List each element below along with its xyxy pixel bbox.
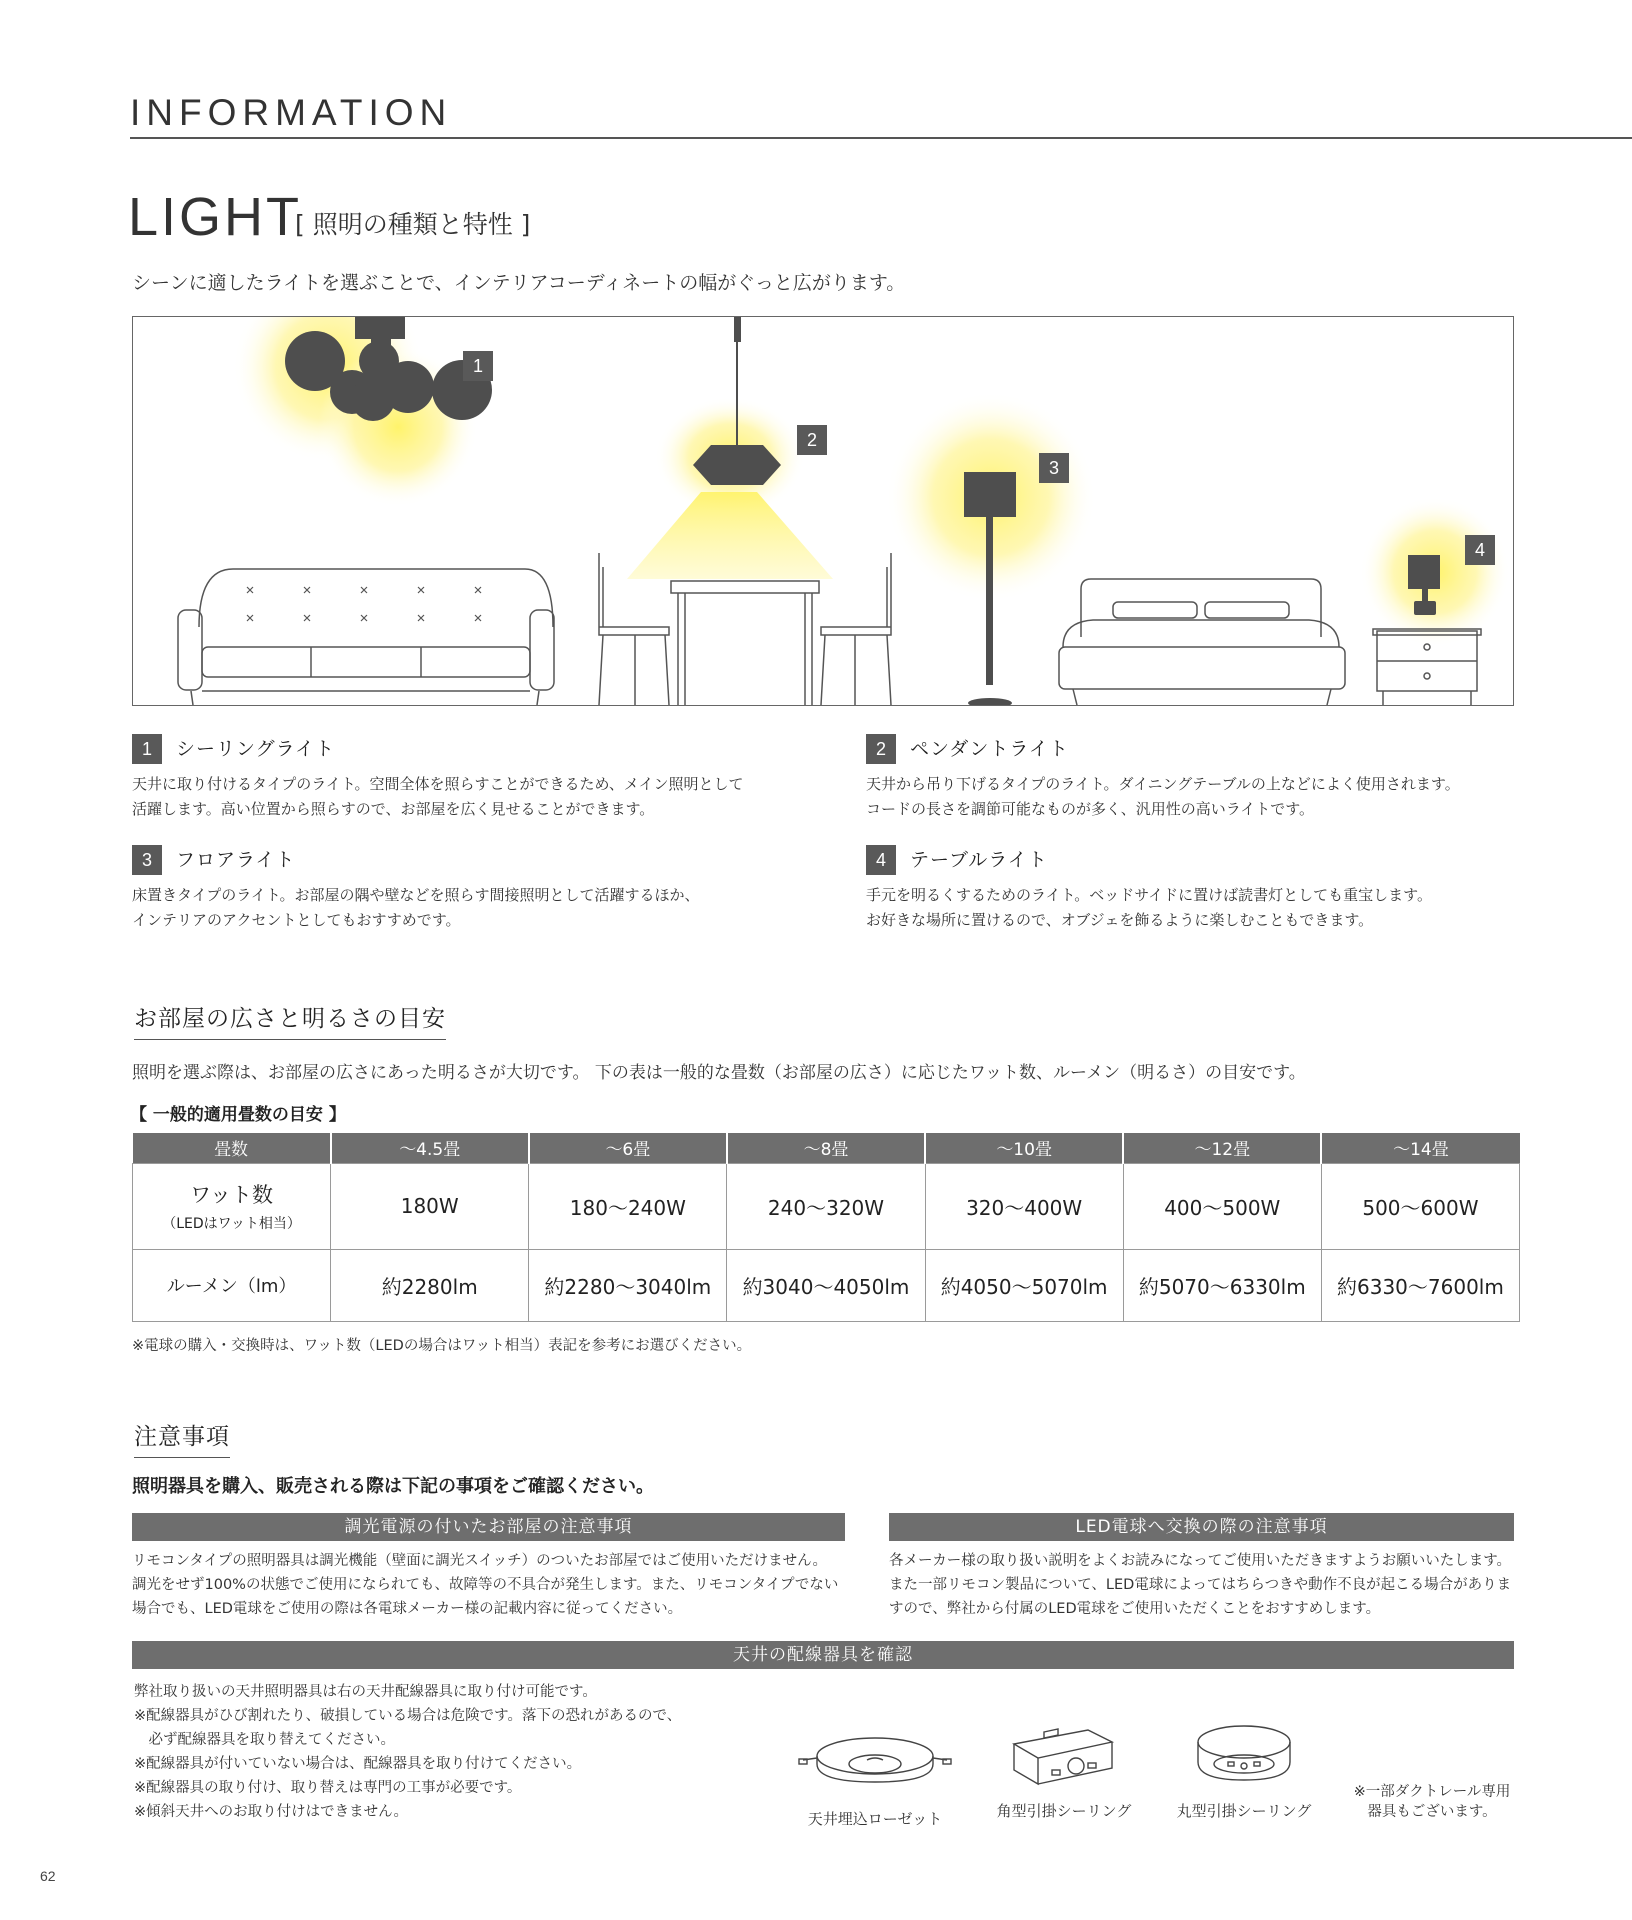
wiring-line: ※配線器具が付いていない場合は、配線器具を取り付けてください。 xyxy=(134,1756,582,1772)
header-cell: 〜14畳 xyxy=(1321,1133,1519,1163)
recessed-rosette-icon xyxy=(795,1726,955,1796)
watt-label: ワット数 xyxy=(190,1183,274,1207)
table-cell: 240〜320W xyxy=(727,1163,925,1249)
duct-note-line: 器具もございます。 xyxy=(1367,1804,1497,1820)
watt-sublabel: （LEDはワット相当） xyxy=(162,1216,301,1232)
section-title: INFORMATION xyxy=(130,92,453,133)
header-divider xyxy=(130,137,1632,139)
caution-line: リモコンタイプの照明器具は調光機能（壁面に調光スイッチ）のついたお部屋ではご使用いただけません。 xyxy=(132,1553,827,1569)
type-desc-line: インテリアのアクセントとしてもおすすめです。 xyxy=(132,911,461,929)
fixture-square-ceiling xyxy=(984,1716,1144,1821)
row-label-cell xyxy=(133,1163,331,1249)
wiring-line: 弊社取り扱いの天井照明器具は右の天井配線器具に取り付け可能です。 xyxy=(134,1684,597,1700)
light-subtitle: [ 照明の種類と特性 ] xyxy=(295,210,531,239)
table-cell: 400〜500W xyxy=(1123,1163,1321,1249)
fixture-recessed-rosette xyxy=(795,1726,955,1829)
type-number: 3 xyxy=(132,845,162,875)
dimmer-caution-box xyxy=(132,1513,845,1621)
wiring-line: ※配線器具の取り付け、取り替えは専門の工事が必要です。 xyxy=(134,1780,522,1796)
table-cell: 約4050〜5070lm xyxy=(925,1249,1123,1321)
header-cell: 〜10畳 xyxy=(925,1133,1123,1163)
table-cell: 320〜400W xyxy=(925,1163,1123,1249)
scene-label-2: 2 xyxy=(797,425,827,455)
duct-note-line: ※一部ダクトレール専用 xyxy=(1353,1784,1511,1800)
table-header-row xyxy=(133,1133,1520,1163)
table-cell: 180〜240W xyxy=(529,1163,727,1249)
caution-line: すので、弊社から付属のLED電球をご使用いただくことをおすすめします。 xyxy=(889,1601,1381,1617)
type-name: シーリングライト xyxy=(176,738,336,760)
lighting-illustration xyxy=(132,316,1514,706)
sofa-drawing xyxy=(178,569,554,705)
table-footnote: ※電球の購入・交換時は、ワット数（LEDの場合はワット相当）表記を参考にお選びください。 xyxy=(132,1338,752,1354)
light-type-1 xyxy=(132,734,772,822)
brightness-heading: お部屋の広さと明るさの目安 xyxy=(134,1000,446,1040)
table-cell: 約2280lm xyxy=(331,1249,529,1321)
lumen-label: ルーメン（lm） xyxy=(133,1249,331,1321)
type-desc-line: 手元を明るくするためのライト。ベッドサイドに置けば読書灯としても重宝します。 xyxy=(866,886,1432,904)
table-cell: 約3040〜4050lm xyxy=(727,1249,925,1321)
header-cell: 畳数 xyxy=(133,1133,331,1163)
led-caution-box xyxy=(889,1513,1514,1621)
table-row-watt xyxy=(133,1163,1520,1249)
type-desc-line: お好きな場所に置けるので、オブジェを飾るように楽しむこともできます。 xyxy=(866,911,1374,929)
scene-label-1: 1 xyxy=(463,351,493,381)
duct-rail-note xyxy=(1340,1782,1524,1822)
wiring-line: ※配線器具がひび割れたり、破損している場合は危険です。落下の恐れがあるので、 xyxy=(134,1708,682,1724)
bed-drawing xyxy=(1059,579,1345,705)
fixture-label: 角型引掛シーリング xyxy=(996,1802,1132,1820)
type-name: ペンダントライト xyxy=(910,738,1069,760)
type-number: 1 xyxy=(132,734,162,764)
wiring-notes xyxy=(134,1680,774,1824)
type-desc-line: 活躍します。高い位置から照らすので、お部屋を広く見せることができます。 xyxy=(132,800,655,818)
round-ceiling-icon xyxy=(1164,1718,1324,1796)
header-cell: 〜6畳 xyxy=(529,1133,727,1163)
type-desc-line: 天井から吊り下げるタイプのライト。ダイニングテーブルの上などによく使用されます。 xyxy=(866,775,1460,793)
table-title: 【 一般的適用畳数の目安 】 xyxy=(130,1105,346,1125)
type-desc-line: コードの長さを調節可能なものが多く、汎用性の高いライトです。 xyxy=(866,800,1315,818)
caution-lead: 照明器具を購入、販売される際は下記の事項をご確認ください。 xyxy=(132,1476,654,1497)
type-desc-line: 天井に取り付けるタイプのライト。空間全体を照らすことができるため、メイン照明として xyxy=(132,775,744,793)
wiring-line: ※傾斜天井へのお取り付けはできません。 xyxy=(134,1804,409,1820)
led-caution-title: LED電球へ交換の際の注意事項 xyxy=(889,1513,1514,1541)
type-desc-line: 床置きタイプのライト。お部屋の隅や壁などを照らす間接照明として活躍するほか、 xyxy=(132,886,700,904)
caution-line: 場合でも、LED電球をご使用の際は各電球メーカー様の記載内容に従ってください。 xyxy=(132,1601,683,1617)
caution-line: 調光をせず100%の状態でご使用になられても、故障等の不具合が発生します。また、リモコンタイプでない xyxy=(132,1577,839,1593)
table-cell: 約6330〜7600lm xyxy=(1321,1249,1519,1321)
header-cell: 〜8畳 xyxy=(727,1133,925,1163)
fixture-label: 天井埋込ローゼット xyxy=(807,1810,943,1828)
light-intro: シーンに適したライトを選ぶことで、インテリアコーディネートの幅がぐっと広がります。 xyxy=(132,272,906,294)
fixture-round-ceiling xyxy=(1164,1718,1324,1821)
wiring-line: 必ず配線器具を取り替えてください。 xyxy=(134,1732,395,1748)
pendant-light-beam xyxy=(627,492,833,579)
scene-label-3: 3 xyxy=(1039,453,1069,483)
table-cell: 180W xyxy=(331,1163,529,1249)
page-number: 62 xyxy=(40,1868,56,1884)
table-cell: 500〜600W xyxy=(1321,1163,1519,1249)
table-cell: 約2280〜3040lm xyxy=(529,1249,727,1321)
type-name: フロアライト xyxy=(176,849,296,871)
dimmer-caution-title: 調光電源の付いたお部屋の注意事項 xyxy=(132,1513,845,1541)
scene-label-4: 4 xyxy=(1465,535,1495,565)
wiring-title: 天井の配線器具を確認 xyxy=(132,1641,1514,1669)
fixture-label: 丸型引掛シーリング xyxy=(1176,1802,1312,1820)
type-number: 2 xyxy=(866,734,896,764)
brightness-table xyxy=(132,1133,1520,1322)
header-cell: 〜12畳 xyxy=(1123,1133,1321,1163)
light-type-4 xyxy=(866,845,1506,933)
caution-heading: 注意事項 xyxy=(134,1418,230,1458)
square-ceiling-icon xyxy=(984,1716,1144,1796)
caution-line: また一部リモコン製品について、LED電球によってはちらつきや動作不良が起こる場合がありま xyxy=(889,1577,1512,1593)
room-scene-drawing xyxy=(133,317,1514,706)
type-number: 4 xyxy=(866,845,896,875)
table-cell: 約5070〜6330lm xyxy=(1123,1249,1321,1321)
table-row-lumen xyxy=(133,1249,1520,1321)
type-name: テーブルライト xyxy=(910,849,1048,871)
brightness-desc: 照明を選ぶ際は、お部屋の広さにあった明るさが大切です。 下の表は一般的な畳数（お部屋の広さ）に応じたワット数、ルーメン（明るさ）の目安です。 xyxy=(132,1063,1306,1083)
light-type-2 xyxy=(866,734,1506,822)
header-cell: 〜4.5畳 xyxy=(331,1133,529,1163)
light-type-3 xyxy=(132,845,772,933)
caution-line: 各メーカー様の取り扱い説明をよくお読みになってご使用いただきますようお願いいたします。 xyxy=(889,1553,1512,1569)
light-title: LIGHT xyxy=(128,187,303,247)
